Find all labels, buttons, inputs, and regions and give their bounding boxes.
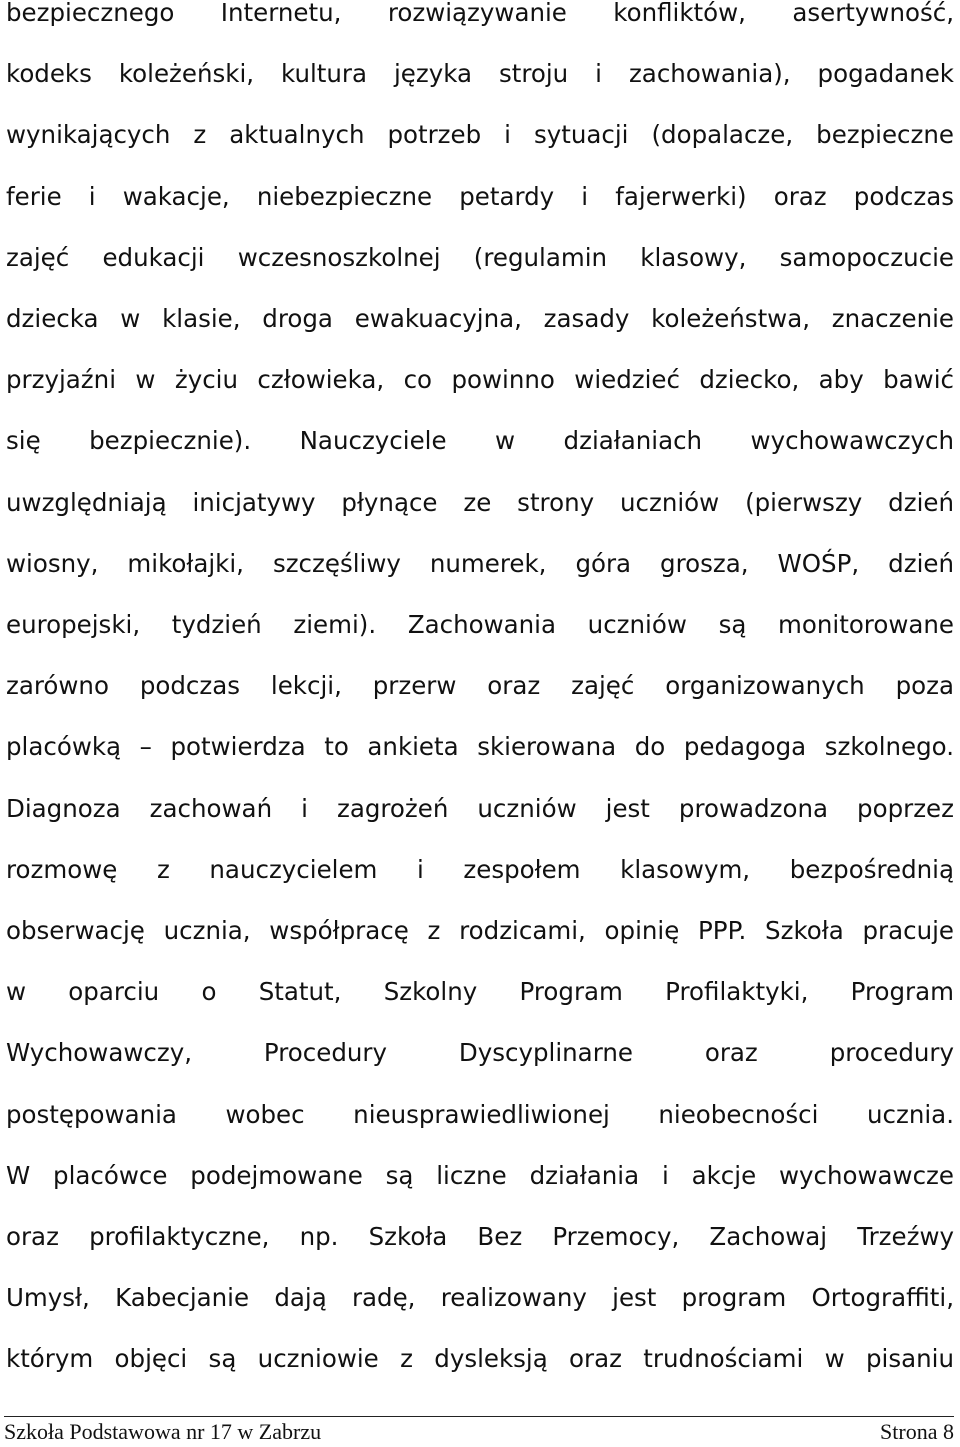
text-line: placówką – potwierdza to ankieta skierowana do pedagoga szkolnego. [6,732,954,762]
footer-page-number: Strona 8 [880,1419,954,1444]
text-line: wiosny, mikołajki, szczęśliwy numerek, góra grosza, WOŚP, dzień [6,548,954,578]
text-line: rozmowę z nauczycielem i zespołem klasowym, bezpośrednią [6,854,954,884]
text-line: Umysł, Kabecjanie dają radę, realizowany jest program Ortograffiti, [6,1283,954,1313]
text-line: uwzględniają inicjatywy płynące ze strony uczniów (pierwszy dzień [6,487,954,517]
text-line: obserwację ucznia, współpracę z rodzicami, opinię PPP. Szkoła pracuje [6,916,954,946]
text-line: wynikających z aktualnych potrzeb i sytuacji (dopalacze, bezpieczne [6,120,954,150]
text-line: W placówce podejmowane są liczne działania i akcje wychowawcze [6,1160,954,1190]
text-line: przyjaźni w życiu człowieka, co powinno wiedzieć dziecko, aby bawić [6,365,954,395]
text-line: europejski, tydzień ziemi). Zachowania uczniów są monitorowane [6,610,954,640]
text-line: się bezpiecznie). Nauczyciele w działaniach wychowawczych [6,426,954,456]
text-line: postępowania wobec nieusprawiedliwionej nieobecności ucznia. [6,1099,954,1129]
text-line: ferie i wakacje, niebezpieczne petardy i fajerwerki) oraz podczas [6,181,954,211]
text-line: zarówno podczas lekcji, przerw oraz zajęć organizowanych poza [6,671,954,701]
text-line: dziecka w klasie, droga ewakuacyjna, zasady koleżeństwa, znaczenie [6,304,954,334]
text-line: oraz profilaktyczne, np. Szkoła Bez Przemocy, Zachowaj Trzeźwy [6,1222,954,1252]
text-line: bezpiecznego Internetu, rozwiązywanie konfliktów, asertywność, [6,0,954,27]
page-footer [4,1416,954,1443]
text-line: kodeks koleżeński, kultura języka stroju i zachowania), pogadanek [6,59,954,89]
text-line: zajęć edukacji wczesnoszkolnej (regulamin klasowy, samopoczucie [6,242,954,272]
text-line: którym objęci są uczniowie z dysleksją oraz trudnościami w pisaniu [6,1344,954,1374]
footer-school-name: Szkoła Podstawowa nr 17 w Zabrzu [4,1419,322,1444]
text-line: Diagnoza zachowań i zagrożeń uczniów jest prowadzona poprzez [6,793,954,823]
body-paragraph [6,0,954,1390]
text-line: Wychowawczy, Procedury Dyscyplinarne oraz procedury [6,1038,954,1068]
text-line: w oparciu o Statut, Szkolny Program Profilaktyki, Program [6,977,954,1007]
